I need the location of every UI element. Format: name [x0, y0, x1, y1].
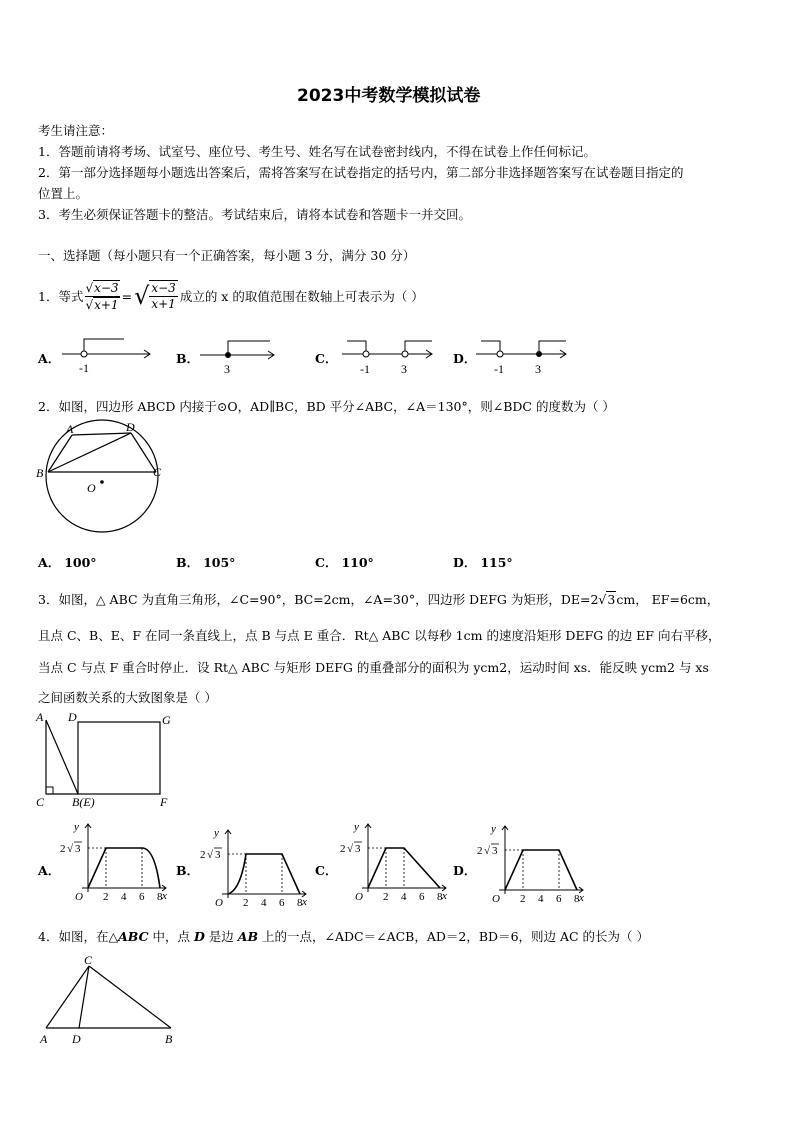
q4-label-c: C [84, 953, 93, 967]
q2-label-c: C [153, 465, 162, 479]
x-tick-label: 4 [261, 897, 267, 909]
q2-label-d: D [126, 420, 135, 434]
x-tick-label: 2 [243, 897, 249, 909]
x-axis-label: x [579, 892, 584, 904]
q1-option-b-label: B． [176, 351, 200, 366]
q3-option-c-graph [338, 818, 450, 910]
x-axis-label: x [442, 890, 447, 902]
q1-a-tick-label: -1 [79, 361, 89, 375]
q3-label-a: A [36, 710, 44, 724]
level-radical: √ [207, 849, 214, 861]
x-tick-label: 2 [383, 891, 389, 903]
q2-option-c: C． 110° [315, 555, 374, 570]
q3-option-c-label: C． [315, 863, 338, 878]
level-label-2: 2 [200, 849, 206, 861]
q1-option-a-numberline [62, 335, 157, 375]
origin-label: O [215, 897, 223, 909]
question-3-line-1: 3．如图，△ ABC 为直角三角形，∠C=90°，BC=2cm，∠A=30°，四边形 DEFG 为矩形，DE=2√3cm， EF=6cm， [38, 592, 720, 607]
q1-b-tick-label: 3 [224, 362, 230, 376]
q3-option-b-graph [198, 824, 310, 916]
origin-label: O [75, 891, 83, 903]
x-tick-label: 8 [437, 891, 443, 903]
q1-c-tick-label-2: 3 [401, 362, 407, 376]
q1-right-expression: √ $\frac{x-3}{x+1}$ [134, 281, 176, 311]
q1-option-d-label: D． [453, 351, 477, 366]
x-tick-label: 6 [139, 891, 145, 903]
q2-option-a: A． 100° [38, 555, 97, 570]
q3-option-d-graph [475, 820, 587, 912]
x-tick-label: 4 [538, 893, 544, 905]
level-label-root3: 3 [355, 843, 361, 855]
q4-triangle-figure [36, 952, 186, 1047]
notice-item-2: 2．第一部分选择题每小题选出答案后，需将答案写在试卷指定的括号内，第二部分非选择题答案写在试卷题目指定的 [38, 165, 684, 180]
q3-label-d: D [68, 710, 77, 724]
level-radical: √ [67, 843, 74, 855]
q1-equals: = [121, 288, 133, 304]
origin-label: O [355, 891, 363, 903]
level-label-2: 2 [60, 843, 66, 855]
q2-option-d: D． 115° [453, 555, 513, 570]
notice-item-2-cont: 位置上。 [38, 186, 89, 201]
function-curve [505, 850, 577, 890]
q1-left-denominator: x+1 [94, 297, 119, 312]
x-tick-label: 2 [103, 891, 109, 903]
function-curve [228, 854, 300, 894]
question-3-line-3: 当点 C 与点 F 重合时停止．设 Rt△ ABC 与矩形 DEFG 的重叠部分的面积为 ycm2，运动时间 xs．能反映 ycm2 与 xs [38, 660, 709, 675]
question-3-line-2: 且点 C、B、E、F 在同一条直线上，点 B 与点 E 重合．Rt△ ABC 以每秒 1cm 的速度沿矩形 DEFG 的边 EF 向右平移， [38, 628, 721, 643]
level-label-root3: 3 [492, 845, 498, 857]
q3-sqrt-value: 3 [607, 592, 616, 607]
x-tick-label: 8 [297, 897, 303, 909]
x-tick-label: 8 [574, 893, 580, 905]
q3-label-c: C [36, 795, 45, 809]
question-3-line-4: 之间函数关系的大致图象是（ ） [38, 690, 217, 705]
question-1 [38, 276, 424, 316]
q3-option-b-label: B． [176, 863, 200, 878]
q1-suffix: 成立的 x 的取值范围在数轴上可表示为（ ） [179, 289, 424, 304]
q1-d-tick-label-2: 3 [535, 362, 541, 376]
x-tick-label: 4 [121, 891, 127, 903]
q4-label-d: D [72, 1032, 81, 1046]
q4-label-b: B [165, 1032, 173, 1046]
q2-label-o: O [87, 481, 96, 495]
function-curve [88, 848, 160, 888]
notice-heading: 考生请注意： [38, 123, 114, 138]
q1-option-c-numberline [342, 333, 437, 375]
level-radical: √ [484, 845, 491, 857]
q1-option-d-numberline [476, 333, 571, 375]
q3-label-f: F [160, 795, 168, 809]
q3-label-g: G [162, 713, 171, 727]
q1-prefix: 1．等式 [38, 289, 84, 304]
x-tick-label: 6 [419, 891, 425, 903]
x-tick-label: 4 [401, 891, 407, 903]
q2-circle [46, 420, 158, 532]
q1-d-tick-label-1: -1 [494, 362, 504, 376]
level-label-root3: 3 [75, 843, 81, 855]
q1-option-b-numberline [200, 335, 280, 375]
level-label-root3: 3 [215, 849, 221, 861]
notice-item-3: 3．考生必须保证答题卡的整洁。考试结束后，请将本试卷和答题卡一并交回。 [38, 207, 471, 222]
level-label-2: 2 [477, 845, 483, 857]
q3-triangle-rectangle-figure [34, 710, 184, 810]
origin-label: O [492, 893, 500, 905]
q2-label-b: B [36, 466, 44, 480]
q3-label-be: B(E) [72, 795, 95, 809]
question-2: 2．如图，四边形 ABCD 内接于⊙O，AD∥BC，BD 平分∠ABC，∠A＝130°，则∠BDC 的度数为（ ） [38, 399, 615, 414]
x-tick-label: 2 [520, 893, 526, 905]
q1-left-expression: $\frac{√x-3}{√x+1}$ [85, 280, 119, 312]
q2-circle-figure [36, 420, 166, 540]
q2-label-a: A [66, 422, 74, 436]
notice-item-1: 1．答题前请将考场、试室号、座位号、考生号、姓名写在试卷密封线内，不得在试卷上作任何标记。 [38, 144, 596, 159]
page-title: 2023中考数学模拟试卷 [297, 86, 481, 106]
y-axis-label: y [74, 821, 79, 833]
question-4: 4．如图，在△ABC 中，点 D 是边 AB 上的一点，∠ADC＝∠ACB，AD＝2，BD＝6，则边 AC 的长为（ ） [38, 929, 650, 944]
q1-c-tick-label-1: -1 [360, 362, 370, 376]
q1-left-numerator: x−3 [94, 280, 119, 295]
q1-right-denominator: x+1 [151, 297, 176, 311]
x-tick-label: 8 [157, 891, 163, 903]
q1-option-a-label: A． [38, 351, 61, 366]
y-axis-label: y [491, 823, 496, 835]
x-axis-label: x [162, 890, 167, 902]
x-axis-label: x [302, 896, 307, 908]
y-axis-label: y [214, 827, 219, 839]
x-tick-label: 6 [556, 893, 562, 905]
level-label-2: 2 [340, 843, 346, 855]
q1-right-numerator: x−3 [151, 281, 176, 295]
level-radical: √ [347, 843, 354, 855]
q3-option-a-graph [58, 818, 170, 910]
q2-option-b: B． 105° [176, 555, 236, 570]
section-heading: 一、选择题（每小题只有一个正确答案，每小题 3 分，满分 30 分） [38, 248, 416, 263]
q1-option-c-label: C． [315, 351, 338, 366]
y-axis-label: y [354, 821, 359, 833]
q3-option-a-label: A． [38, 863, 61, 878]
x-tick-label: 6 [279, 897, 285, 909]
q3-option-d-label: D． [453, 863, 477, 878]
q4-label-a: A [40, 1032, 48, 1046]
